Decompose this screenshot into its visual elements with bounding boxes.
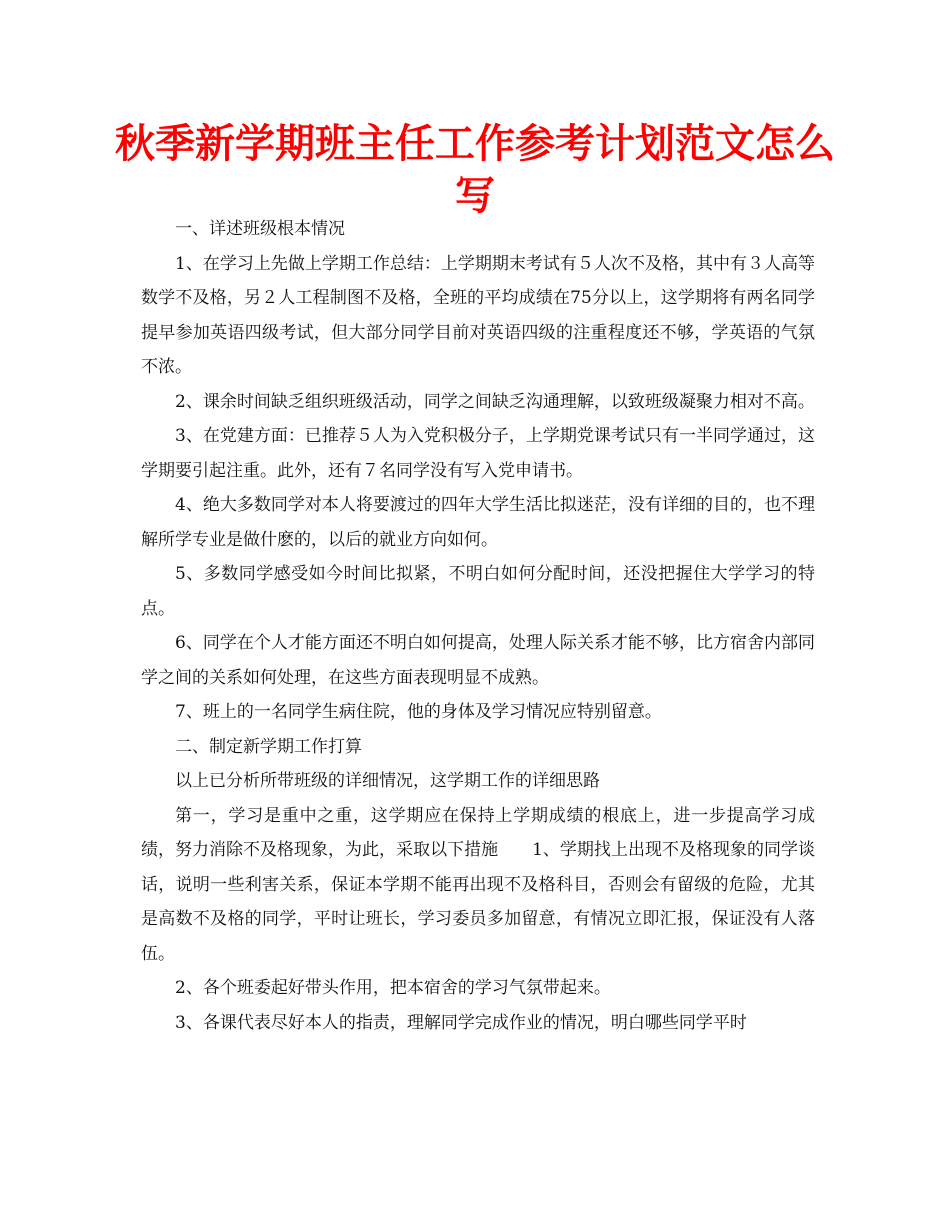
paragraph: 第一，学习是重中之重，这学期应在保持上学期成绩的根底上，进一步提高学习成绩，努力消除不及格现象，为此，采取以下措施 1、学期找上出现不及格现象的同学谈话，说明一些利害关系，保证本学期不能再出现不及格科目，否则会有留级的危险，尤其是高数不及格的同学，平时让班长，学习委员多加留意，有情况立即汇报，保证没有人落伍。 (141, 805, 815, 964)
section-heading: 二、制定新学期工作打算 (175, 736, 362, 757)
paragraph: 7、班上的一名同学生病住院，他的身体及学习情况应特别留意。 (175, 702, 662, 722)
paragraph: 3、各课代表尽好本人的指责，理解同学完成作业的情况，明白哪些同学平时 (175, 1012, 747, 1033)
paragraph: 6、同学在个人才能方面还不明白如何提高，处理人际关系才能不够，比方宿舍内部同学之间的关系如何处理，在这些方面表现明显不成熟。 (141, 633, 815, 688)
document-body (141, 212, 815, 1040)
paragraph: 以上已分析所带班级的详细情况，这学期工作的详细思路 (175, 771, 600, 791)
paragraph: 3、在党建方面：已推荐５人为入党积极分子，上学期党课考试只有一半同学通过，这学期要引起注重。此外，还有７名同学没有写入党申请书。 (141, 426, 815, 481)
paragraph: 4、绝大多数同学对本人将要渡过的四年大学生活比拟迷茫，没有详细的目的，也不理解所学专业是做什麽的，以后的就业方向如何。 (141, 495, 815, 550)
paragraph: 2、各个班委起好带头作用，把本宿舍的学习气氛带起来。 (175, 978, 611, 998)
paragraph: 5、多数同学感受如今时间比拟紧，不明白如何分配时间，还没把握住大学学习的特点。 (141, 564, 815, 619)
document-title: 秋季新学期班主任工作参考计划范文怎么写 (115, 121, 835, 219)
section-heading: 一、详述班级根本情况 (175, 219, 345, 239)
paragraph: 1、在学习上先做上学期工作总结：上学期期末考试有５人次不及格，其中有３人高等数学不及格，另２人工程制图不及格，全班的平均成绩在75分以上，这学期将有两名同学提早参加英语四级考试，但大部分同学目前对英语四级的注重程度还不够，学英语的气氛不浓。 (141, 253, 815, 377)
paragraph: 2、课余时间缺乏组织班级活动，同学之间缺乏沟通理解，以致班级凝聚力相对不高。 (175, 391, 815, 412)
